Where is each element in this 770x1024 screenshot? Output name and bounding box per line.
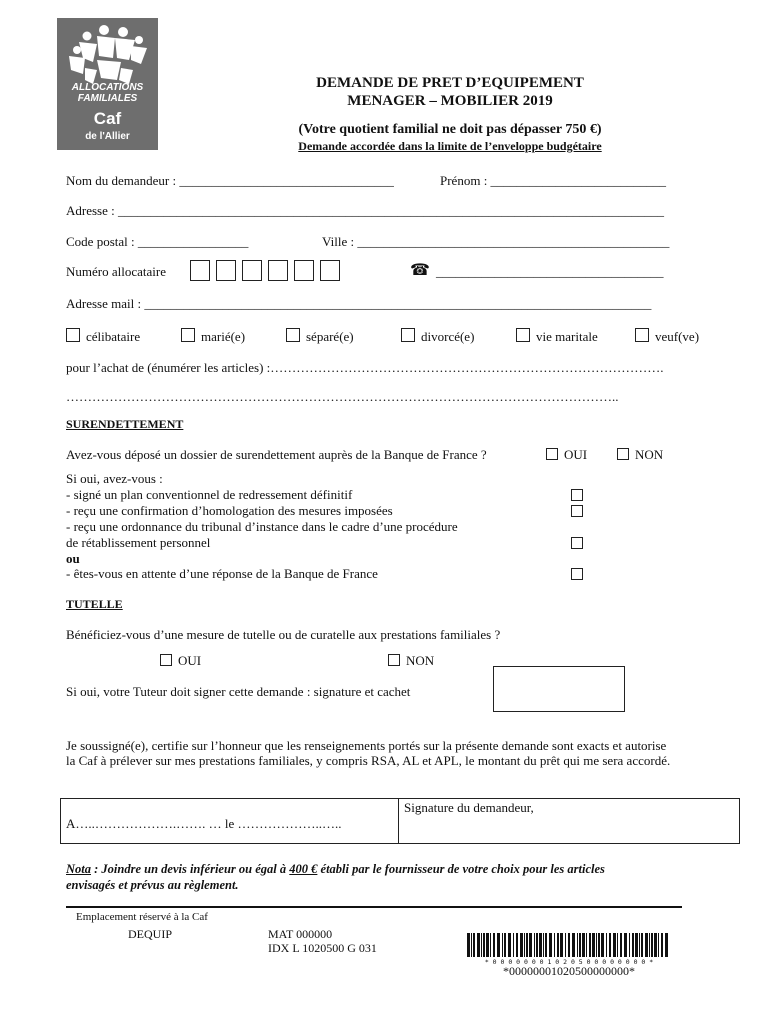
- barcode-bar: [508, 933, 511, 957]
- ordonnance-checkbox[interactable]: [571, 537, 583, 549]
- barcode-bar: [549, 933, 552, 957]
- tutelle-heading: TUTELLE: [66, 597, 123, 611]
- barcode-bar: [539, 933, 542, 957]
- digit-box[interactable]: [216, 260, 236, 281]
- plan-conventionnel-label: - signé un plan conventionnel de redressement définitif: [66, 487, 353, 502]
- barcode-bar: [481, 933, 482, 957]
- page-subtitle: (Votre quotient familial ne doit pas dépasser 750 €): [298, 122, 602, 137]
- barcode-bar: [586, 933, 587, 957]
- certification-line1: Je soussigné(e), certifie sur l’honneur que les renseignements portés sur la présente demande sont exacts et autorise: [66, 738, 667, 753]
- adresse-field[interactable]: Adresse : ____________________________________________________________________________________: [66, 203, 664, 218]
- prenom-field[interactable]: Prénom : ___________________________: [440, 173, 667, 188]
- status-celibataire[interactable]: célibataire: [66, 328, 140, 345]
- ordonnance-label: - reçu une ordonnance du tribunal d’instance dans le cadre d’une procédure: [66, 519, 458, 534]
- barcode-bar: [609, 933, 611, 957]
- achat-field[interactable]: pour l’achat de (énumérer les articles) :……………………………………………………………………………….: [66, 360, 664, 375]
- barcode-bar: [490, 933, 491, 957]
- caf-logo: [57, 18, 158, 150]
- email-field[interactable]: Adresse mail : ______________________________________________________________________________: [66, 296, 652, 311]
- barcode-bar: [513, 933, 514, 957]
- digit-box[interactable]: [190, 260, 210, 281]
- certification-line2: la Caf à prélever sur mes prestations familiales, y compris RSA, AL et APL, le montant du prêt qui me sera accordé.: [66, 753, 671, 768]
- barcode-bar: [651, 933, 653, 957]
- barcode-bar: [471, 933, 472, 957]
- signature-demandeur-box[interactable]: [399, 812, 737, 842]
- barcode-bar: [641, 933, 643, 957]
- reserved-label: Emplacement réservé à la Caf: [76, 911, 208, 923]
- barcode-bar: [601, 933, 604, 957]
- code-postal-field[interactable]: Code postal : _________________: [66, 234, 249, 249]
- families-logo-icon: [57, 18, 158, 90]
- barcode-bar: [497, 933, 500, 957]
- checkbox-icon[interactable]: [401, 328, 415, 342]
- barcode-bar: [624, 933, 627, 957]
- checkbox-icon[interactable]: [286, 328, 300, 342]
- digit-box[interactable]: [242, 260, 262, 281]
- tuteur-signature-box[interactable]: [493, 666, 625, 712]
- tutelle-oui[interactable]: OUI: [160, 653, 201, 669]
- barcode-bar: [524, 933, 525, 957]
- barcode-bar: [486, 933, 489, 957]
- barcode-bar: [617, 933, 618, 957]
- idx-code: IDX L 1020500 G 031: [268, 941, 377, 955]
- barcode-bar: [467, 933, 470, 957]
- dequip-code: DEQUIP: [128, 927, 172, 941]
- logo-line1: ALLOCATIONS: [71, 82, 144, 93]
- checkbox-icon[interactable]: [617, 448, 629, 460]
- surendettement-heading: SURENDETTEMENT: [66, 417, 184, 431]
- status-vie-maritale[interactable]: vie maritale: [516, 328, 598, 345]
- logo-line2: FAMILIALES: [77, 93, 138, 104]
- budget-notice: Demande accordée dans la limite de l’enveloppe budgétaire: [298, 139, 602, 153]
- checkbox-icon[interactable]: [516, 328, 530, 342]
- barcode-bar: [502, 933, 503, 957]
- barcode-bar: [589, 933, 591, 957]
- barcode-bar: [661, 933, 663, 957]
- barcode-bar: [526, 933, 528, 957]
- numero-allocataire-label: Numéro allocataire: [66, 264, 166, 279]
- nota-line1: Nota : Joindre un devis inférieur ou égal à 400 € établi par le fournisseur de votre choix pour les articles: [66, 862, 605, 876]
- logo-brand: Caf: [93, 109, 122, 128]
- attente-checkbox[interactable]: [571, 568, 583, 580]
- status-divorce[interactable]: divorcé(e): [401, 328, 474, 345]
- page-title: DEMANDE DE PRET D’EQUIPEMENT: [316, 75, 584, 91]
- barcode-bar: [592, 933, 595, 957]
- ville-field[interactable]: Ville : ________________________________________________: [322, 234, 670, 249]
- tutelle-question: Bénéficiez-vous d’une mesure de tutelle ou de curatelle aux prestations familiales ?: [66, 627, 501, 642]
- barcode-bar: [639, 933, 640, 957]
- barcode-bar: [665, 933, 668, 957]
- digit-box[interactable]: [294, 260, 314, 281]
- digit-box[interactable]: [268, 260, 288, 281]
- telephone-field[interactable]: ___________________________________: [436, 264, 664, 279]
- plan-conventionnel-checkbox[interactable]: [571, 489, 583, 501]
- barcode-bar: [520, 933, 523, 957]
- checkbox-icon[interactable]: [546, 448, 558, 460]
- barcode-bar: [560, 933, 563, 957]
- barcode-bar: [658, 933, 659, 957]
- tutelle-non[interactable]: NON: [388, 653, 434, 669]
- barcode-bar: [534, 933, 535, 957]
- barcode-bar: [629, 933, 630, 957]
- nom-field[interactable]: Nom du demandeur : _________________________________: [66, 173, 394, 188]
- barcode-bar: [577, 933, 578, 957]
- barcode-bar: [504, 933, 506, 957]
- barcode-bar: [554, 933, 555, 957]
- barcode-bar: [516, 933, 518, 957]
- footer-divider: [66, 906, 682, 908]
- barcode-bar: [572, 933, 575, 957]
- ou-label: ou: [66, 551, 80, 566]
- barcode-bar: [545, 933, 547, 957]
- logo-region: de l'Allier: [85, 131, 130, 142]
- barcode-bar: [493, 933, 495, 957]
- barcode-bar: [536, 933, 538, 957]
- attente-label: - êtes-vous en attente d’une réponse de la Banque de France: [66, 566, 378, 581]
- page-title-line2: MENAGER – MOBILIER 2019: [347, 93, 553, 109]
- barcode-icon: [467, 933, 671, 959]
- barcode-bar: [654, 933, 657, 957]
- place-date-field[interactable]: A…..……………….……. … le ………………..…..: [66, 816, 342, 831]
- surendettement-oui[interactable]: OUI: [546, 447, 587, 463]
- barcode-bar: [568, 933, 570, 957]
- checkbox-icon[interactable]: [160, 654, 172, 666]
- telephone-icon: ☎: [410, 262, 430, 279]
- status-veuf[interactable]: veuf(ve): [635, 328, 699, 345]
- homologation-checkbox[interactable]: [571, 505, 583, 517]
- barcode-bar: [606, 933, 607, 957]
- barcode-bar: [613, 933, 616, 957]
- barcode-bar: [645, 933, 648, 957]
- status-separe[interactable]: séparé(e): [286, 328, 354, 345]
- barcode-bar: [483, 933, 485, 957]
- surendettement-non[interactable]: NON: [617, 447, 663, 463]
- barcode-bar: [543, 933, 544, 957]
- checkbox-icon[interactable]: [388, 654, 400, 666]
- barcode-bar: [649, 933, 650, 957]
- barcode-bar: [596, 933, 597, 957]
- surendettement-question: Avez-vous déposé un dossier de surendettement auprès de la Banque de France ?: [66, 447, 487, 462]
- mat-code: MAT 000000: [268, 927, 333, 941]
- barcode-bar: [635, 933, 638, 957]
- nota-amount: 400 €: [289, 862, 318, 876]
- nota-label: Nota: [66, 862, 91, 876]
- ordonnance-label-line2: de rétablissement personnel: [66, 535, 211, 550]
- signature-demandeur-label: Signature du demandeur,: [404, 800, 534, 815]
- barcode-bar: [579, 933, 581, 957]
- checkbox-icon[interactable]: [181, 328, 195, 342]
- digit-box[interactable]: [320, 260, 340, 281]
- nota-line2: envisagés et prévus au règlement.: [66, 878, 239, 892]
- barcode-human-readable: * 0 0 0 0 0 0 0 1 0 2 0 5 0 0 0 0 0 0 0 0 *: [484, 958, 654, 966]
- homologation-label: - reçu une confirmation d’homologation des mesures imposées: [66, 503, 393, 518]
- achat-field-line2[interactable]: ………………………………………………………………………………………………………………..: [66, 389, 619, 404]
- tuteur-signature-label: Si oui, votre Tuteur doit signer cette demande : signature et cachet: [66, 684, 411, 699]
- barcode-bar: [565, 933, 566, 957]
- barcode-bar: [477, 933, 480, 957]
- si-oui-label: Si oui, avez-vous :: [66, 471, 163, 486]
- checkbox-icon[interactable]: [635, 328, 649, 342]
- barcode-bar: [557, 933, 559, 957]
- barcode-bar: [582, 933, 585, 957]
- barcode-bar: [473, 933, 475, 957]
- barcode-bar: [632, 933, 634, 957]
- status-marie[interactable]: marié(e): [181, 328, 245, 345]
- barcode-bar: [529, 933, 532, 957]
- barcode-text: *00000001020500000000*: [503, 964, 635, 978]
- checkbox-icon[interactable]: [66, 328, 80, 342]
- barcode-bar: [598, 933, 600, 957]
- barcode-bar: [620, 933, 622, 957]
